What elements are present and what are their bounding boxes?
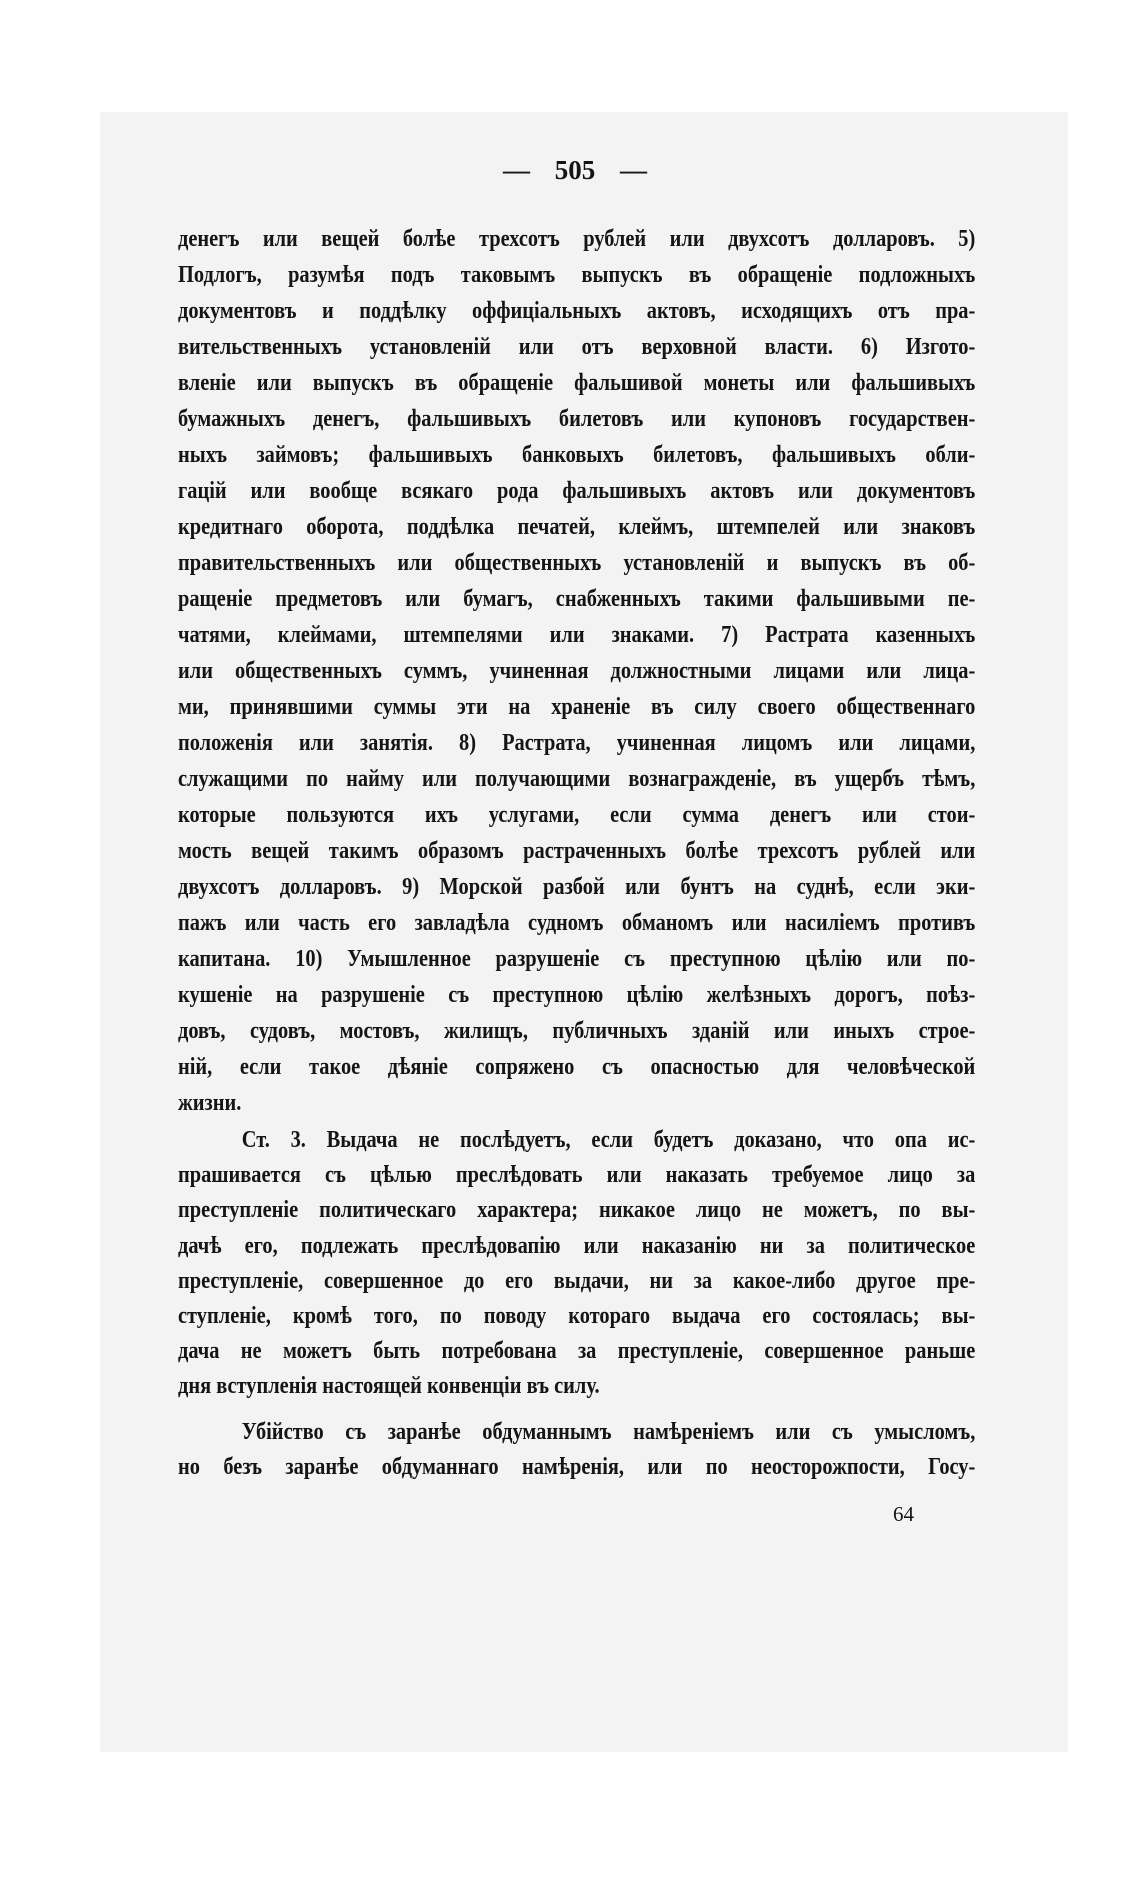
paragraph-extradition-offences-list [178, 221, 975, 1121]
text-line: но безъ заранѣе обдуманнаго намѣренія, или по неосторожпости, Госу- [178, 1454, 976, 1480]
text-line: ній, если такое дѣяніе сопряжено съ опасностью для человѣческой [178, 1054, 976, 1080]
text-line: чатями, клеймами, штемпелями или знаками. 7) Растрата казенныхъ [178, 622, 976, 648]
text-line: дачѣ его, подлежать преслѣдовапію или наказанію ни за политическое [178, 1232, 976, 1259]
text-line: Убійство съ заранѣе обдуманнымъ намѣреніемъ или съ умысломъ, [241, 1419, 976, 1445]
text-line: прашивается съ цѣлью преслѣдовать или наказать требуемое лицо за [178, 1162, 976, 1189]
text-line: кредитнаго оборота, поддѣлка печатей, клеймъ, штемпелей или знаковъ [178, 514, 976, 540]
text-line: положенія или занятія. 8) Растрата, учиненная лицомъ или лицами, [178, 730, 976, 756]
text-line: мость вещей такимъ образомъ растраченныхъ болѣе трехсотъ рублей или [178, 838, 976, 864]
paragraph-homicide [178, 1415, 975, 1485]
text-line: Подлогъ, разумѣя подъ таковымъ выпускъ въ обращеніе подложныхъ [178, 262, 976, 288]
text-line: гацій или вообще всякаго рода фальшивыхъ актовъ или документовъ [178, 478, 976, 504]
text-line: ращеніе предметовъ или бумагъ, снабженныхъ такими фальшивыми пе- [178, 586, 976, 612]
text-line: которые пользуются ихъ услугами, если сумма денегъ или стои- [178, 802, 976, 828]
text-line: Ст. 3. Выдача не послѣдуетъ, если будетъ доказано, что опа ис- [241, 1127, 976, 1153]
text-line: ми, принявшими суммы эти на храненіе въ силу своего общественнаго [178, 694, 976, 720]
text-line: преступленіе политическаго характера; никакое лицо не можетъ, по вы- [178, 1197, 976, 1224]
text-line: служащими по найму или получающими вознагражденіе, въ ущербъ тѣмъ, [178, 766, 976, 792]
page-number: — 505 — [503, 155, 647, 185]
text-line: дача не можетъ быть потребована за преступленіе, совершенное раньше [178, 1338, 976, 1365]
text-line: жизни. [178, 1090, 242, 1116]
text-line: дня вступленія настоящей конвенціи въ силу. [178, 1373, 600, 1400]
text-line: пажъ или часть его завладѣла судномъ обманомъ или насиліемъ противъ [178, 910, 976, 936]
text-line: двухсотъ долларовъ. 9) Морской разбой или бунтъ на суднѣ, если эки- [178, 874, 976, 900]
text-line: документовъ и поддѣлку оффиціальныхъ актовъ, исходящихъ отъ пра- [178, 298, 976, 324]
text-line: бумажныхъ денегъ, фальшивыхъ билетовъ или купоновъ государствен- [178, 406, 976, 432]
text-line: преступленіе, совершенное до его выдачи, ни за какое-либо другое пре- [178, 1267, 976, 1294]
text-line: правительственныхъ или общественныхъ установленій и выпускъ въ об- [178, 550, 976, 576]
paragraph-article-3 [178, 1123, 975, 1405]
text-line: капитана. 10) Умышленное разрушеніе съ преступною цѣлію или по- [178, 946, 976, 972]
text-line: вленіе или выпускъ въ обращеніе фальшивой монеты или фальшивыхъ [178, 370, 976, 396]
text-line: денегъ или вещей болѣе трехсотъ рублей или двухсотъ долларовъ. 5) [178, 226, 976, 252]
text-line: или общественныхъ суммъ, учиненная должностными лицами или лица- [178, 658, 976, 684]
text-line: ступленіе, кромѣ того, по поводу котораго выдача его состоялась; вы- [178, 1303, 976, 1330]
text-line: довъ, судовъ, мостовъ, жилищъ, публичныхъ зданій или иныхъ строе- [178, 1018, 976, 1044]
text-line: кушеніе на разрушеніе съ преступною цѣлію желѣзныхъ дорогъ, поѣз- [178, 982, 976, 1008]
text-line: вительственныхъ установленій или отъ верховной власти. 6) Изгото- [178, 334, 976, 360]
printer-signature-mark: 64 [893, 1502, 914, 1526]
text-line: ныхъ займовъ; фальшивыхъ банковыхъ билетовъ, фальшивыхъ обли- [178, 442, 976, 468]
